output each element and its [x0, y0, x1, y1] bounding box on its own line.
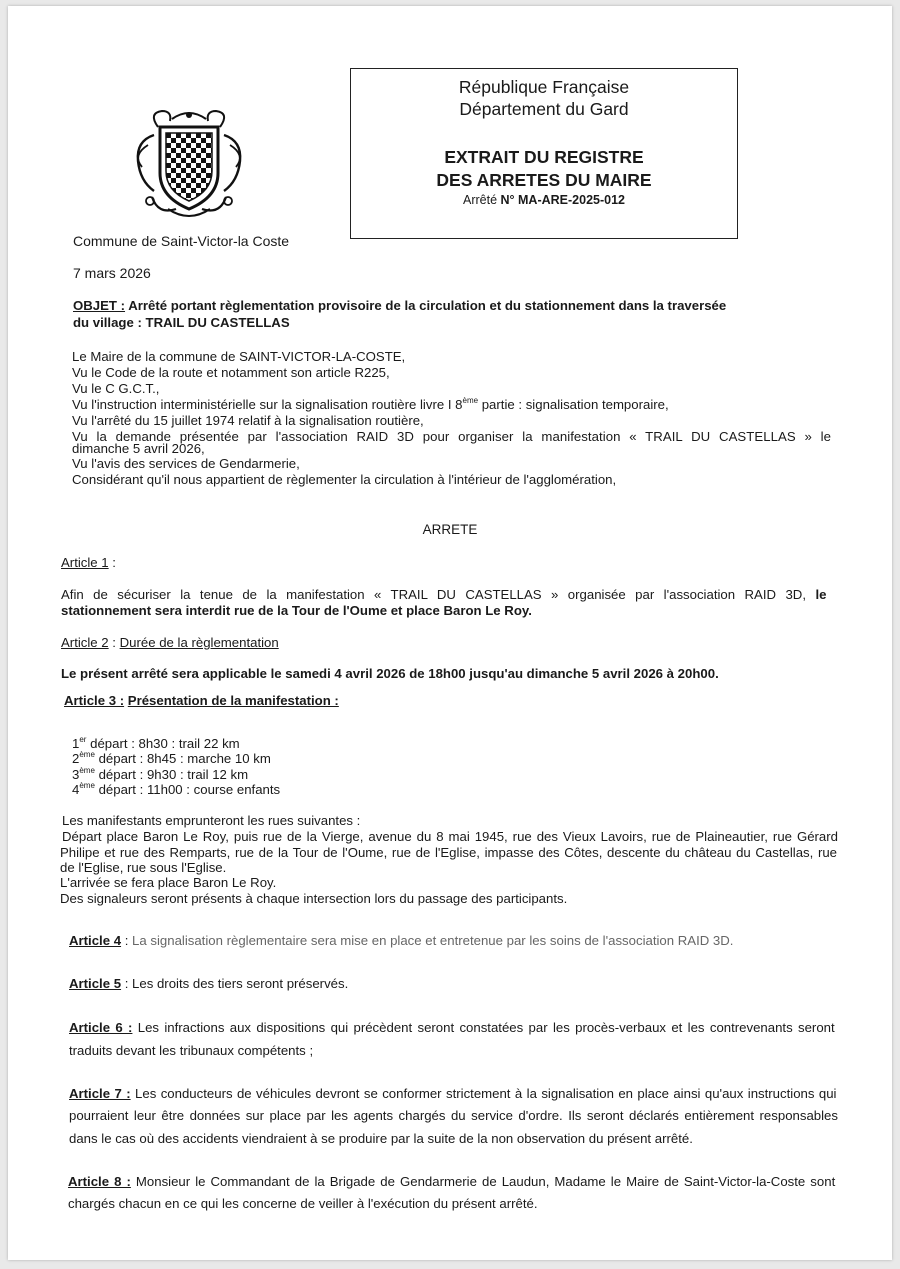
header-box	[350, 68, 738, 239]
rues-intro: Les manifestants emprunteront les rues suivantes :	[62, 813, 361, 828]
article6-line1: Article 6 : Les infractions aux dispositions qui précèdent seront constatées par les procès-verbaux et les contrevenants seront	[69, 1020, 835, 1035]
objet-line2: du village : TRAIL DU CASTELLAS	[73, 315, 290, 330]
depart-4: 4ème départ : 11h00 : course enfants	[72, 781, 281, 797]
depart-1: 1er départ : 8h30 : trail 22 km	[72, 735, 240, 751]
arrete-number: Arrêté N° MA-ARE-2025-012	[462, 193, 625, 207]
depart-2: 2ème départ : 8h45 : marche 10 km	[72, 750, 271, 766]
preamble-vu-demande: Vu la demande présentée par l'association RAID 3D pour organiser la manifestation « TRAIL DU CASTELLAS » le	[72, 429, 831, 444]
article8-line2: chargés chacun en ce qui les concerne de veiller à l'exécution du présent arrêté.	[68, 1196, 538, 1211]
arrete-heading: ARRETE	[422, 522, 478, 537]
article2-text: Le présent arrêté sera applicable le samedi 4 avril 2026 de 18h00 jusqu'au dimanche 5 avril 2026 à 20h00.	[61, 666, 719, 681]
commune-name: Commune de Saint-Victor-la Coste	[73, 233, 290, 249]
objet-label: OBJET :	[73, 298, 126, 313]
preamble-maire: Le Maire de la commune de SAINT-VICTOR-LA-COSTE,	[72, 349, 406, 364]
preamble-vu-code: Vu le Code de la route et notamment son article R225,	[72, 365, 390, 380]
depart-3: 3ème départ : 9h30 : trail 12 km	[72, 766, 249, 782]
preamble-vu-instruction: Vu l'instruction interministérielle sur la signalisation routière livre I 8ème partie : signalisation temporaire,	[72, 396, 669, 412]
article7-line3: dans le cas où des accidents viendraient à se produire par la suite de la non observation du présent arrêté.	[69, 1131, 693, 1146]
rues-line2: Philipe et rue des Remparts, rue de la Tour de l'Oume, rue de l'Eglise, impasse des Côtes, descente du château du Castellas, rue	[60, 845, 838, 860]
preamble-vu-gendarmerie: Vu l'avis des services de Gendarmerie,	[72, 456, 300, 471]
register-title-line2: DES ARRETES DU MAIRE	[436, 170, 652, 190]
preamble-vu-demande-date: dimanche 5 avril 2026,	[72, 441, 205, 456]
rues-line3: de l'Eglise, rue sous l'Eglise.	[60, 860, 227, 875]
department-title: Département du Gard	[459, 99, 629, 119]
republic-title: République Française	[458, 77, 630, 97]
article1-text-line1: Afin de sécuriser la tenue de la manifestation « TRAIL DU CASTELLAS » organisée par l'association RAID 3D, le	[61, 587, 827, 602]
signaleurs: Des signaleurs seront présents à chaque intersection lors du passage des participants.	[60, 891, 568, 906]
article8-line1: Article 8 : Monsieur le Commandant de la Brigade de Gendarmerie de Laudun, Madame le Maire de Saint-Victor-la-Coste sont	[68, 1174, 836, 1189]
article5: Article 5 : Les droits des tiers seront préservés.	[69, 976, 349, 991]
article1-text-line2: stationnement sera interdit rue de la Tour de l'Oume et place Baron Le Roy.	[61, 603, 532, 618]
preamble-vu-cgct: Vu le C G.C.T.,	[72, 381, 160, 396]
arrivee: L'arrivée se fera place Baron Le Roy.	[60, 875, 277, 890]
article3-heading: Article 3 : Présentation de la manifestation :	[64, 693, 339, 708]
article7-line2: pourraient leur être données sur place par les agents chargés du service d'ordre. Ils seront déclarés entièrement responsables	[69, 1108, 838, 1123]
objet-line1: OBJET : Arrêté portant règlementation provisoire de la circulation et du stationnement dans la traversée	[73, 298, 727, 313]
preamble-vu-arrete: Vu l'arrêté du 15 juillet 1974 relatif à la signalisation routière,	[72, 413, 424, 428]
coat-of-arms-emblem	[128, 105, 250, 223]
register-title-line1: EXTRAIT DU REGISTRE	[444, 147, 644, 167]
article2-heading: Article 2 : Durée de la règlementation	[61, 635, 279, 650]
document-date: 7 mars 2026	[73, 265, 151, 281]
article6-line2: traduits devant les tribunaux compétents ;	[69, 1043, 314, 1058]
article1-heading: Article 1 :	[61, 555, 116, 570]
article7-line1: Article 7 : Les conducteurs de véhicules devront se conformer strictement à la signalisation en place ainsi qu'aux instructions qui	[69, 1086, 837, 1101]
preamble-considerant: Considérant qu'il nous appartient de règlementer la circulation à l'intérieur de l'agglomération,	[72, 472, 617, 487]
article4: Article 4 : La signalisation règlementaire sera mise en place et entretenue par les soins de l'association RAID 3D.	[69, 933, 734, 948]
rues-line1: Départ place Baron Le Roy, puis rue de la Vierge, avenue du 8 mai 1945, rue des Vieux Lavoirs, rue de Plaineautier, rue Gérard	[62, 829, 838, 844]
